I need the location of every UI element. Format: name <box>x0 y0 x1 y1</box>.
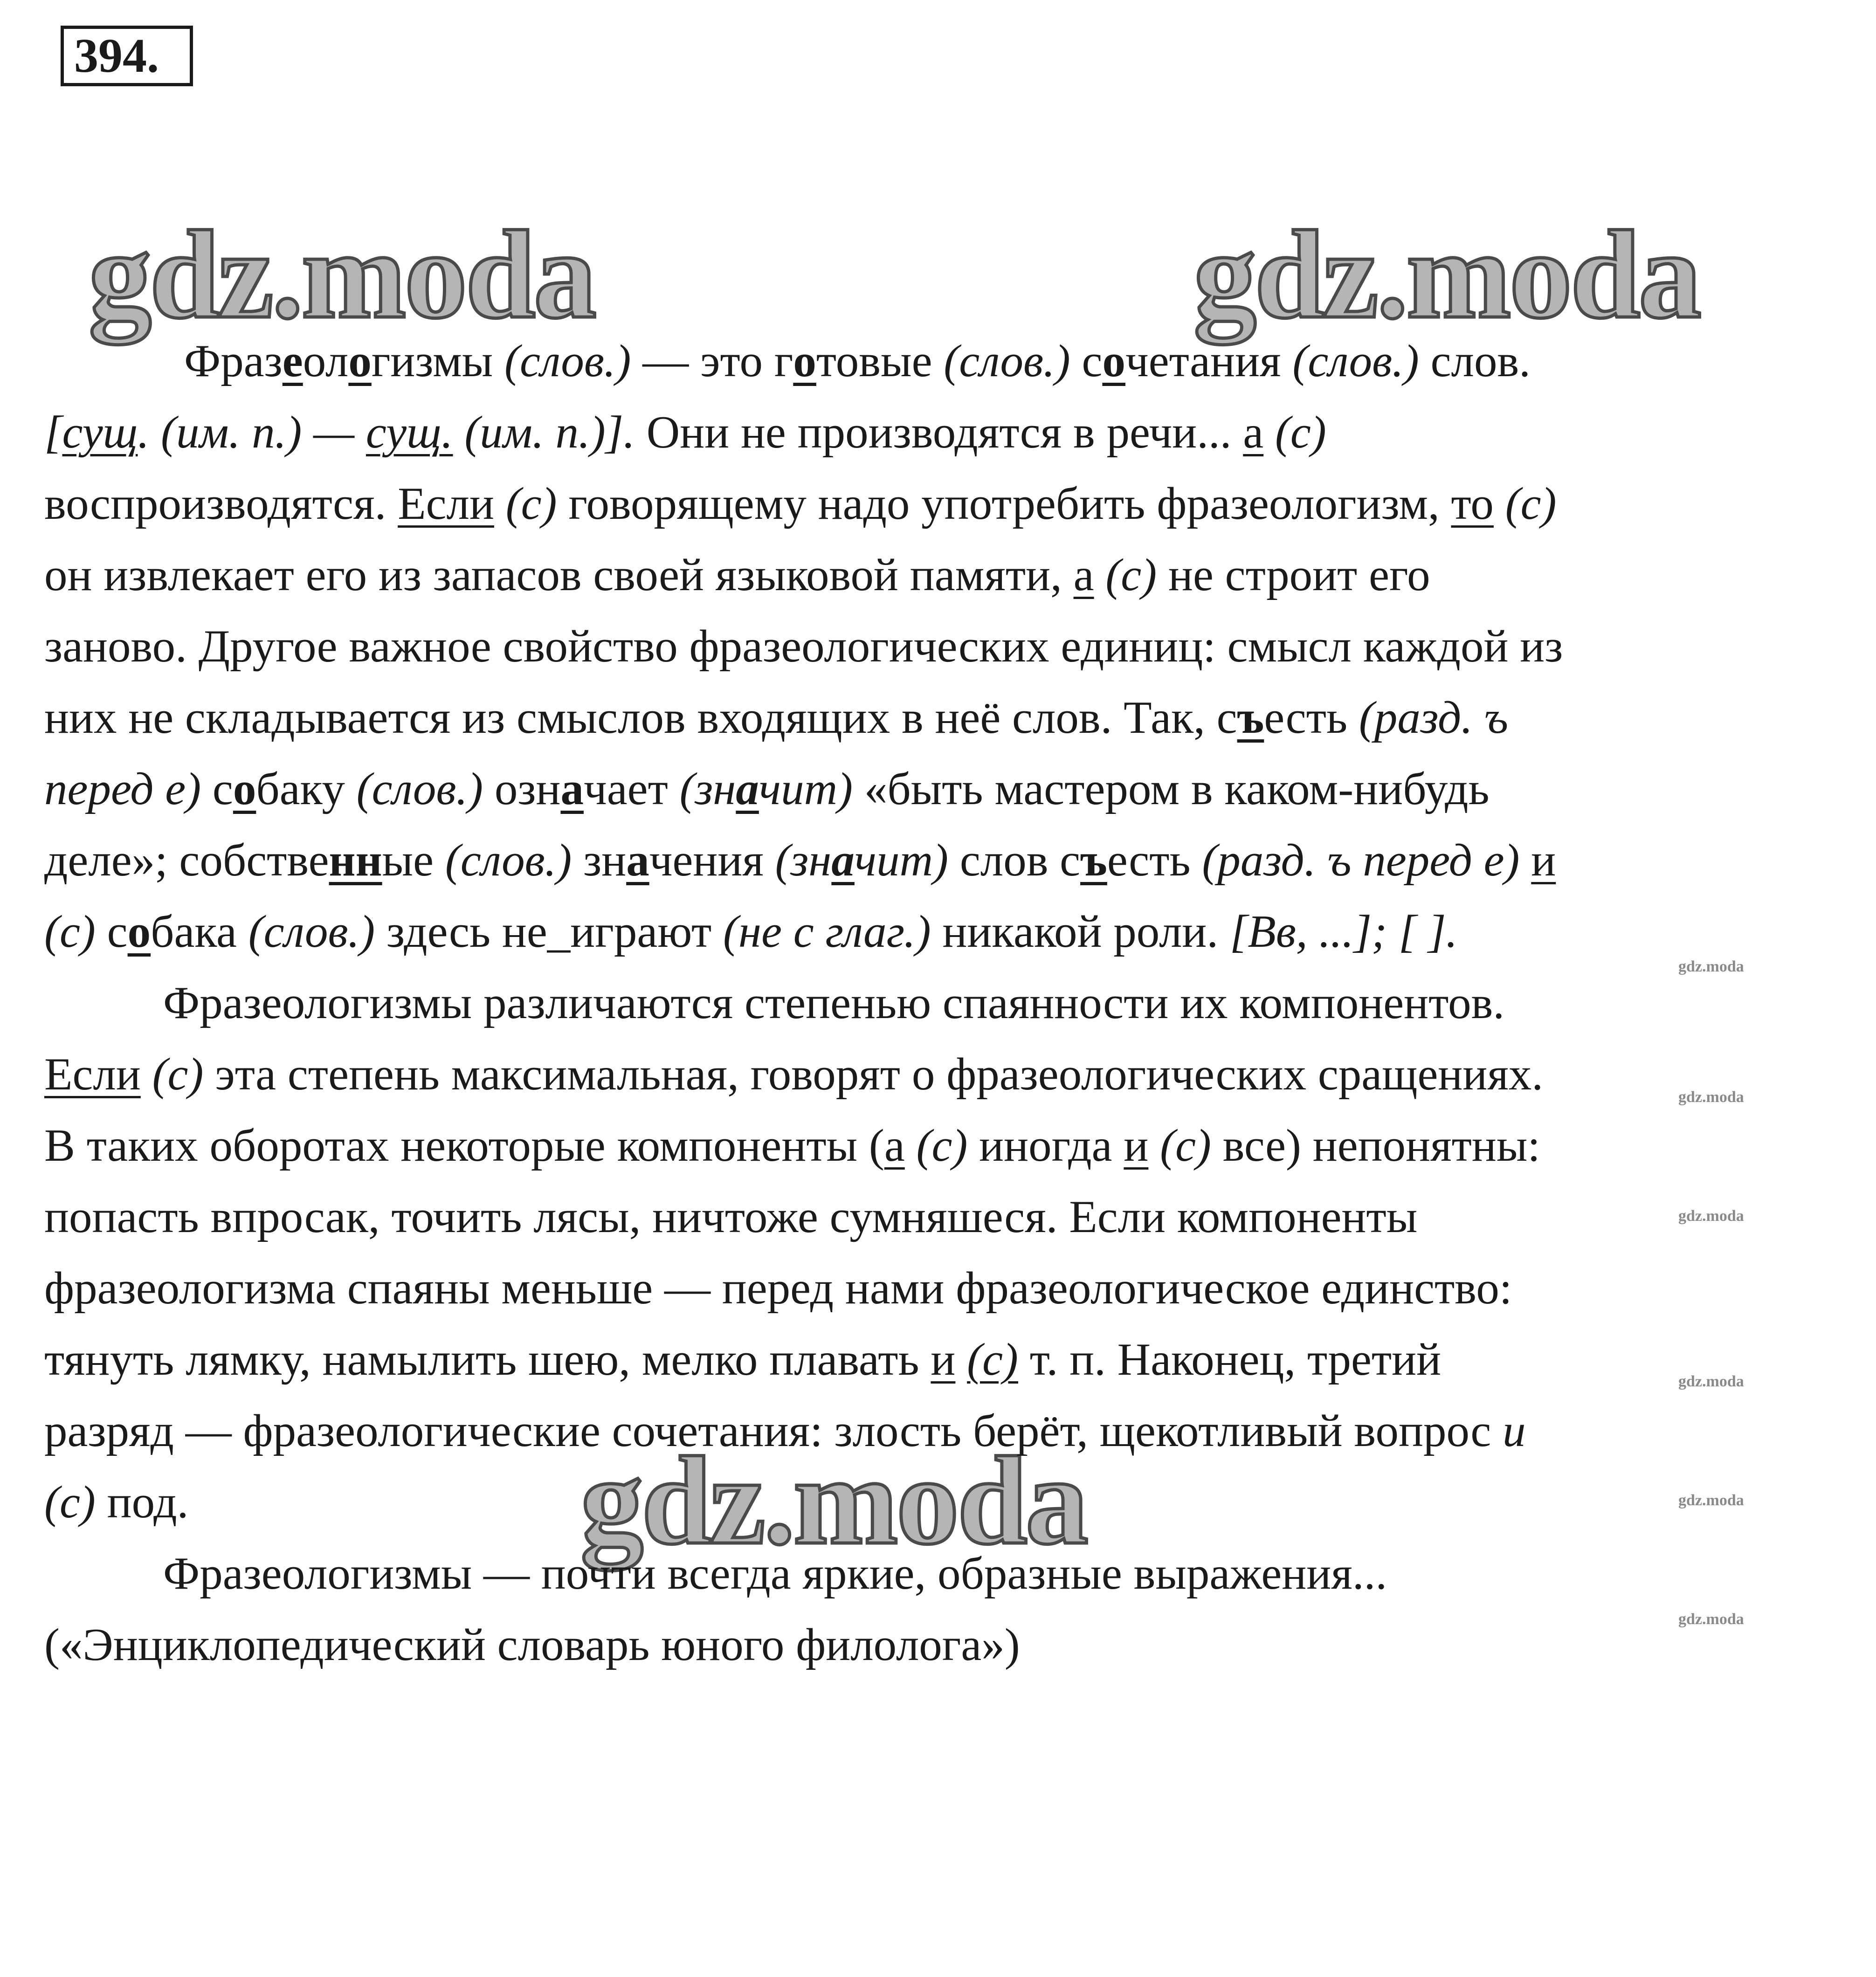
text-segment: а <box>1073 550 1094 600</box>
text-segment: то <box>1451 478 1494 529</box>
text-segment: (слов.) <box>445 835 572 886</box>
text-segment: иногда <box>967 1120 1124 1171</box>
text-line <box>44 1395 1853 1467</box>
text-segment: о <box>127 906 151 957</box>
text-segment: и <box>1503 1405 1526 1456</box>
text-segment: не строит его <box>1157 550 1430 600</box>
text-segment: них не складывается из смыслов входящих в неё слов. Так, с <box>44 692 1237 743</box>
text-segment: Фразеологизмы различаются степенью спаянности их компонентов. <box>163 978 1505 1028</box>
text-segment: [Вв, ...]; [ ]. <box>1229 906 1458 957</box>
text-segment: говорящему надо употребить фразеологизм, <box>557 478 1451 529</box>
text-segment: он извлекает его из запасов своей языковой памяти, <box>44 550 1074 600</box>
text-segment: с <box>95 906 128 957</box>
watermark-small: gdz.moda <box>1678 1207 1744 1225</box>
text-segment <box>955 1334 967 1385</box>
text-segment <box>1148 1120 1160 1171</box>
text-line <box>44 1253 1853 1324</box>
text-segment: и <box>931 1334 956 1385</box>
text-segment: с <box>201 764 233 814</box>
text-line <box>44 1181 1853 1253</box>
text-line <box>44 1538 1853 1609</box>
watermark: gdz.moda <box>580 1431 1087 1571</box>
text-segment <box>1520 835 1531 886</box>
text-segment: и <box>1531 835 1556 886</box>
text-segment: чения <box>649 835 775 886</box>
text-segment: разряд — фразеологические сочетания: злость берёт, щекотливый вопрос <box>44 1405 1503 1456</box>
text-segment: — это г <box>631 336 793 386</box>
text-segment: (с) <box>1275 407 1326 458</box>
text-segment: . (им. п.) — <box>138 407 366 458</box>
text-line <box>44 1324 1853 1395</box>
text-segment: а <box>831 835 855 886</box>
text-segment: гизмы <box>371 336 505 386</box>
text-segment: сущ. <box>366 407 453 458</box>
text-segment: четания <box>1125 336 1293 386</box>
text-line <box>44 753 1853 825</box>
text-segment: (с) <box>1160 1120 1211 1171</box>
watermark-small: gdz.moda <box>1678 1088 1744 1106</box>
text-segment: есть <box>1264 692 1359 743</box>
text-segment: товые <box>816 336 944 386</box>
text-line <box>44 896 1853 967</box>
watermark: gdz.moda <box>89 205 595 344</box>
text-segment: (с) <box>152 1049 204 1100</box>
text-line <box>44 611 1853 682</box>
watermark-small: gdz.moda <box>1678 1373 1744 1390</box>
text-segment: сущ <box>62 407 138 458</box>
text-segment: (с) <box>967 1334 1019 1385</box>
text-segment <box>905 1120 917 1171</box>
text-line <box>44 1110 1853 1181</box>
text-segment: ол <box>303 336 349 386</box>
text-segment: [ <box>44 407 62 458</box>
text-segment: здесь не_играют <box>375 906 723 957</box>
text-segment: («Энциклопедический словарь юного филолога») <box>44 1619 1020 1670</box>
text-segment <box>494 478 506 529</box>
text-segment: о <box>1102 336 1125 386</box>
text-segment: есть <box>1107 835 1202 886</box>
text-segment: Если <box>398 478 494 529</box>
watermark: gdz.moda <box>1193 205 1700 344</box>
text-segment: слов. <box>1419 336 1531 386</box>
text-line <box>44 1609 1853 1681</box>
text-line <box>44 539 1853 611</box>
text-segment: т. п. Наконец, третий <box>1018 1334 1441 1385</box>
text-segment: а <box>626 835 649 886</box>
text-segment: (с) <box>505 478 557 529</box>
text-segment <box>1263 407 1275 458</box>
text-segment: о <box>233 764 256 814</box>
text-line <box>44 468 1853 539</box>
text-segment: ъ <box>1237 692 1264 743</box>
text-segment: о <box>793 336 816 386</box>
text-segment: ъ <box>1080 835 1107 886</box>
text-segment: (с) <box>44 906 96 957</box>
text-segment: чит) <box>854 835 949 886</box>
text-segment: все) непонятны: <box>1211 1120 1540 1171</box>
text-segment: эта степень максимальная, говорят о фразеологических сращениях. <box>203 1049 1544 1100</box>
text-segment: (слов.) <box>504 336 631 386</box>
text-segment: бака <box>151 906 248 957</box>
text-segment: ые <box>382 835 445 886</box>
text-segment: (разд. ъ <box>1359 692 1509 743</box>
text-segment: (разд. ъ перед е) <box>1202 835 1520 886</box>
text-segment: чит) <box>759 764 853 814</box>
text-segment: под. <box>95 1477 189 1528</box>
text-segment: тянуть лямку, намылить шею, мелко плавать <box>44 1334 931 1385</box>
text-segment: воспроизводятся. <box>44 478 398 529</box>
text-line <box>44 1467 1853 1538</box>
text-segment: (с) <box>916 1120 968 1171</box>
text-segment: (с) <box>44 1477 96 1528</box>
text-segment: (слов.) <box>356 764 483 814</box>
text-segment: а <box>560 764 584 814</box>
text-segment: (зн <box>679 764 736 814</box>
text-segment: Они не производятся в речи... <box>635 407 1243 458</box>
text-segment: чает <box>583 764 680 814</box>
text-segment <box>141 1049 152 1100</box>
watermark-small: gdz.moda <box>1678 958 1744 975</box>
text-segment: (им. п.)]. <box>453 407 635 458</box>
text-segment: а <box>736 764 759 814</box>
text-segment: а <box>1243 407 1264 458</box>
text-segment: «быть мастером в каком-нибудь <box>853 764 1490 814</box>
text-segment: (не с глаг.) <box>723 906 931 957</box>
text-segment: слов с <box>948 835 1081 886</box>
watermark-small: gdz.moda <box>1678 1492 1744 1509</box>
text-line <box>44 1039 1853 1110</box>
text-segment: и <box>1124 1120 1149 1171</box>
text-segment: с <box>1070 336 1103 386</box>
text-line <box>44 325 1853 397</box>
text-segment: (слов.) <box>248 906 375 957</box>
text-segment: нн <box>329 835 382 886</box>
text-segment: перед е) <box>44 764 201 814</box>
text-segment: е <box>282 336 303 386</box>
text-segment: попасть впросак, точить лясы, ничтоже сумняшеся. Если компоненты <box>44 1192 1418 1242</box>
text-line <box>44 397 1853 468</box>
text-segment: а <box>884 1120 905 1171</box>
text-segment: озн <box>483 764 561 814</box>
text-segment: баку <box>256 764 357 814</box>
text-segment: Фраз <box>184 336 283 386</box>
text-segment: заново. Другое важное свойство фразеологических единиц: смысл каждой из <box>44 621 1563 672</box>
text-segment: деле»; собстве <box>44 835 329 886</box>
task-number: 394. <box>61 26 193 86</box>
watermark-small: gdz.moda <box>1678 1611 1744 1628</box>
text-segment: (с) <box>1105 550 1157 600</box>
text-segment: Фразеологизмы — почти всегда яркие, образные выражения... <box>163 1548 1387 1599</box>
text-segment: (зн <box>775 835 832 886</box>
text-segment: (слов.) <box>944 336 1070 386</box>
text-line <box>44 967 1853 1039</box>
text-line <box>44 682 1853 753</box>
text-segment: (слов.) <box>1292 336 1419 386</box>
text-segment <box>1094 550 1106 600</box>
exercise-text <box>44 325 1853 1681</box>
text-segment: о <box>348 336 372 386</box>
text-segment: никакой роли. <box>931 906 1230 957</box>
text-segment: фразеологизма спаяны меньше — перед нами фразеологическое единство: <box>44 1263 1512 1314</box>
text-segment: Если <box>44 1049 141 1100</box>
text-line <box>44 825 1853 896</box>
text-segment: В таких оборотах некоторые компоненты ( <box>44 1120 884 1171</box>
text-segment <box>1494 478 1505 529</box>
text-segment: (с) <box>1505 478 1557 529</box>
text-segment: зн <box>572 835 627 886</box>
